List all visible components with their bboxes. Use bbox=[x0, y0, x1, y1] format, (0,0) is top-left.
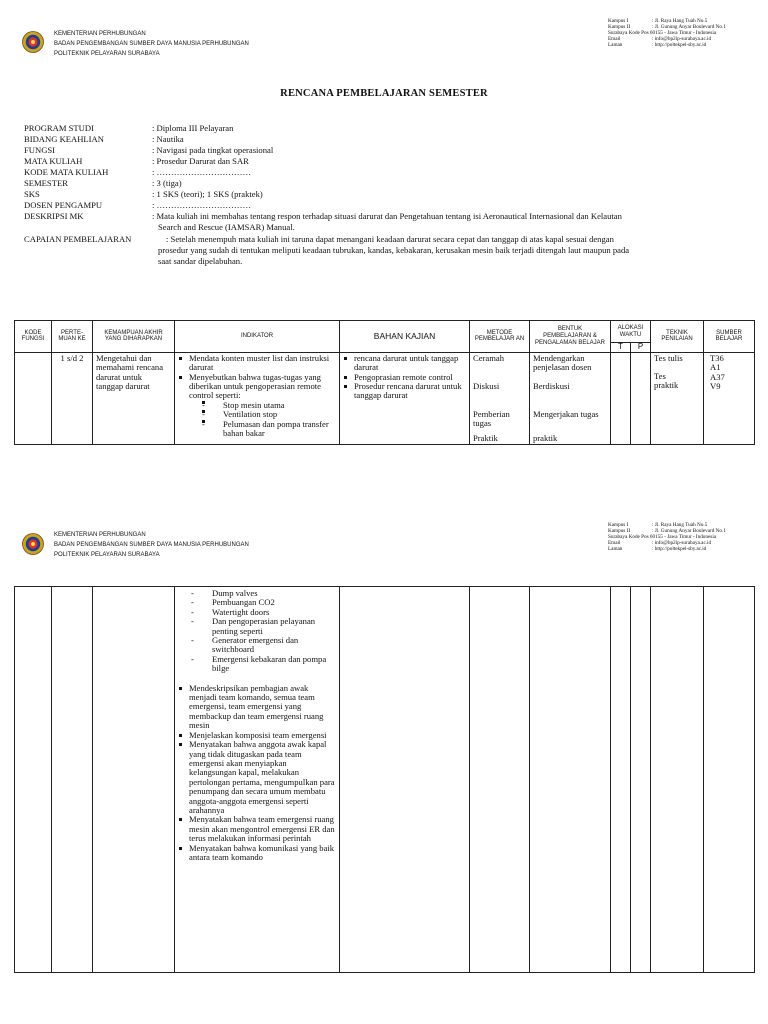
header-alokasi: ALOKASI WAKTU bbox=[611, 321, 651, 343]
ministry-name: KEMENTERIAN PERHUBUNGAN bbox=[54, 31, 146, 37]
label-fungsi: FUNGSI bbox=[24, 145, 56, 155]
list-item: Mendeskripsikan pembagian awak menjadi team komando, semua team emergensi, team emergensi yang membackup dan team emergensi ruang mesin bbox=[178, 684, 336, 731]
page1-header bbox=[0, 0, 768, 70]
list-item: Menyatakan bahwa anggota awak kapal yang tidak ditugaskan pada team emergensi akan menyiapkan kelangsungan kapal, melakukan pertolongan pertama, mengumpulkan para penumpang dan secara umum membatu anggota-anggota emergensi seperti arahannya bbox=[178, 740, 336, 815]
header-p: P bbox=[631, 343, 651, 353]
value-capaian: : Setelah menempuh mata kuliah ini taruna dapat menangani keadaan darurat secara cepat dan tanggap di atas kapal sesuai dengan bbox=[166, 234, 614, 244]
cell-teknik: Tes tulis Tes praktik bbox=[651, 352, 704, 444]
header-bentuk: BENTUK PEMBELAJARAN & PENGALAMAN BELAJAR bbox=[530, 321, 611, 353]
value-fungsi: : Navigasi pada tingkat operasional bbox=[152, 145, 274, 155]
header-kemampuan: KEMAMPUAN AKHIR YANG DIHARAPKAN bbox=[93, 321, 175, 353]
header-sumber: SUMBER BELAJAR bbox=[704, 321, 755, 353]
value-dosen: : …………………………… bbox=[152, 200, 252, 210]
rps-table-continued bbox=[14, 586, 755, 973]
cell-indikator bbox=[175, 352, 340, 444]
header-t: T bbox=[611, 343, 631, 353]
label-dosen: DOSEN PENGAMPU bbox=[24, 200, 103, 210]
cell-kode-fungsi bbox=[15, 352, 52, 444]
list-item: Pengoprasian remote control bbox=[343, 373, 466, 382]
list-item: Prosedur rencana darurat untuk tanggap darurat bbox=[343, 382, 466, 401]
list-item: - Dump valves bbox=[189, 589, 336, 598]
list-item: - Dan pengoperasian pelayanan penting seperti bbox=[189, 617, 336, 636]
list-item: Menyatakan bahwa komunikasi yang baik antara team komando bbox=[178, 844, 336, 863]
table-row bbox=[15, 587, 755, 973]
school-name: POLITEKNIK PELAYARAN SURABAYA bbox=[54, 51, 160, 57]
agency-name: BADAN PENGEMBANGAN SUMBER DAYA MANUSIA PERHUBUNGAN bbox=[54, 542, 249, 548]
header-teknik: TEKNIK PENILAIAN bbox=[651, 321, 704, 353]
cell-alokasi-t bbox=[611, 352, 631, 444]
agency-name: BADAN PENGEMBANGAN SUMBER DAYA MANUSIA PERHUBUNGAN bbox=[54, 41, 249, 47]
list-item: - Pembuangan CO2 bbox=[189, 598, 336, 607]
label-deskripsi: DESKRIPSI MK bbox=[24, 211, 84, 221]
list-item: - Generator emergensi dan switchboard bbox=[189, 636, 336, 655]
label-kode-mata-kuliah: KODE MATA KULIAH bbox=[24, 167, 109, 177]
label-bidang-keahlian: BIDANG KEAHLIAN bbox=[24, 134, 104, 144]
value-deskripsi-cont: Search and Rescue (IAMSAR) Manual. bbox=[158, 222, 295, 232]
list-item: Mendata konten muster list dan instruksi darurat bbox=[178, 354, 336, 373]
list-item: - Watertight doors bbox=[189, 608, 336, 617]
value-capaian-cont2: saat sandar dipelabuhan. bbox=[158, 256, 243, 266]
list-item: - Pelumasan dan pompa transfer bahan bakar bbox=[200, 420, 336, 439]
header-indikator: INDIKATOR bbox=[175, 321, 340, 353]
label-capaian: CAPAIAN PEMBELAJARAN bbox=[24, 234, 132, 244]
ministry-name: KEMENTERIAN PERHUBUNGAN bbox=[54, 532, 146, 538]
list-item: - Stop mesin utama bbox=[200, 401, 336, 410]
list-item: rencana darurat untuk tanggap darurat bbox=[343, 354, 466, 373]
course-info bbox=[24, 124, 754, 284]
label-sks: SKS bbox=[24, 189, 40, 199]
value-mata-kuliah: : Prosedur Darurat dan SAR bbox=[152, 156, 249, 166]
cell-bahan-kajian bbox=[340, 352, 470, 444]
label-program-studi: PROGRAM STUDI bbox=[24, 123, 94, 133]
cell-sumber: T36 A1 A37 V9 bbox=[704, 352, 755, 444]
cell-metode: Ceramah Diskusi Pemberian tugas Praktik bbox=[470, 352, 530, 444]
value-capaian-cont: prosedur yang sudah di tentukan meliputi keadaan tubrukan, kandas, kebakaran, kerusakan mesin baik terjadi ditengah laut maupun pada bbox=[158, 245, 630, 255]
cell-indikator bbox=[175, 587, 340, 973]
cell-bentuk: Mendengarkan penjelasan dosen Berdiskusi Mengerjakan tugas praktik bbox=[530, 352, 611, 444]
cell-kemampuan: Mengetahui dan memahami rencana darurat untuk tanggap darurat bbox=[93, 352, 175, 444]
list-item: - Emergensi kebakaran dan pompa bilge bbox=[189, 655, 336, 674]
rps-table bbox=[14, 320, 755, 445]
emblem-logo bbox=[22, 31, 44, 53]
list-item: - Ventilation stop bbox=[200, 410, 336, 419]
document-title: RENCANA PEMBELAJARAN SEMESTER bbox=[280, 88, 488, 99]
value-bidang-keahlian: : Nautika bbox=[152, 134, 184, 144]
header-bahan-kajian: BAHAN KAJIAN bbox=[340, 321, 470, 353]
header-kode-fungsi: KODE FUNGSI bbox=[15, 321, 52, 353]
emblem-logo bbox=[22, 533, 44, 555]
value-semester: : 3 (tiga) bbox=[152, 178, 182, 188]
page2-header bbox=[0, 515, 768, 575]
header-metode: METODE PEMBELAJAR AN bbox=[470, 321, 530, 353]
list-item: Menyatakan bahwa team emergensi ruang mesin akan mengontrol emergensi ER dan terus melakukan informasi perintah bbox=[178, 815, 336, 843]
address-block: Kampus I : Jl. Raya Hang Tuah No.5 Kampus II : Jl. Gunung Anyar Boulevard No.1 Surabaya Kode Pos 60155 - Jawa Timur - Indonesia Email : info@bp2ip-surabaya.ac.id Laman : http://poltekpel-sby.ac.id bbox=[608, 522, 726, 552]
value-deskripsi: : Mata kuliah ini membahas tentang respon terhadap situasi darurat dan Pengetahuan tentang isi Aeronautical Internasional dan Kelautan bbox=[152, 211, 622, 221]
value-kode-mata-kuliah: : …………………………… bbox=[152, 167, 252, 177]
label-semester: SEMESTER bbox=[24, 178, 68, 188]
list-item: Menjelaskan komposisi team emergensi bbox=[178, 731, 336, 740]
cell-pertemuan: 1 s/d 2 bbox=[52, 352, 93, 444]
list-item: Menyebutkan bahwa tugas-tugas yang diberikan untuk pengoperasian remote control seperti: - Stop mesin utama - Ventilation stop - Pelumasan dan pompa transfer bahan bakar bbox=[178, 373, 336, 439]
cell-alokasi-p bbox=[631, 352, 651, 444]
value-sks: : 1 SKS (teori); 1 SKS (praktek) bbox=[152, 189, 263, 199]
label-mata-kuliah: MATA KULIAH bbox=[24, 156, 83, 166]
table-row bbox=[15, 352, 755, 444]
value-program-studi: : Diploma III Pelayaran bbox=[152, 123, 234, 133]
school-name: POLITEKNIK PELAYARAN SURABAYA bbox=[54, 552, 160, 558]
header-pertemuan: PERTE-MUAN KE bbox=[52, 321, 93, 353]
address-block: Kampus I : Jl. Raya Hang Tuah No.5 Kampus II : Jl. Gunung Anyar Boulevard No.1 Surabaya Kode Pos 60155 - Jawa Timur - Indonesia Email : info@bp2ip-surabaya.ac.id Laman : http://poltekpel-sby.ac.id bbox=[608, 18, 726, 48]
